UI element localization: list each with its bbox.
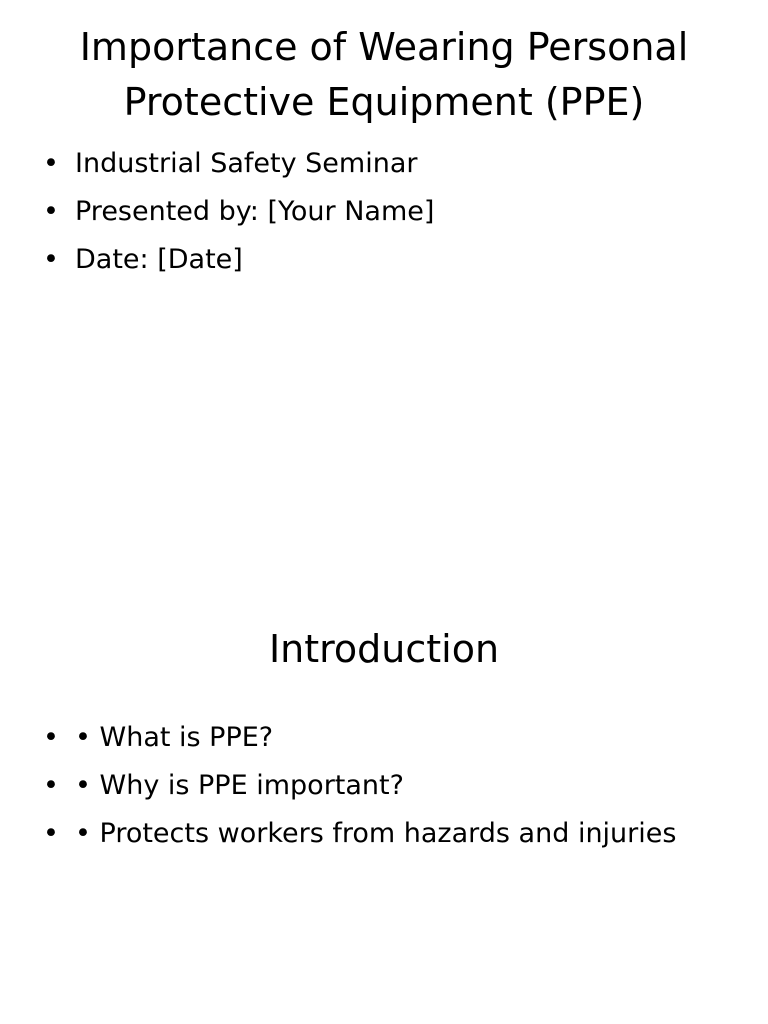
bullet-text: Presented by: [Your Name]	[75, 196, 435, 227]
bullet-text: • What is PPE?	[75, 722, 274, 753]
slide-introduction	[0, 576, 768, 1024]
bullet-item	[43, 236, 743, 284]
bullet-text: • Protects workers from hazards and injuries	[75, 818, 677, 849]
bullet-text: Date: [Date]	[75, 244, 243, 275]
bullet-list	[43, 140, 743, 284]
bullet-item	[43, 140, 743, 188]
slide-title: Introduction	[268, 627, 500, 671]
bullet-item	[43, 188, 743, 236]
title-line-1: Importance of Wearing Personal	[79, 25, 689, 69]
bullet-text: Industrial Safety Seminar	[75, 148, 418, 179]
title-line-2: Protective Equipment (PPE)	[123, 80, 645, 124]
slide-title	[40, 20, 728, 130]
bullet-list	[43, 714, 743, 858]
bullet-icon: •	[43, 722, 59, 753]
bullet-icon: •	[43, 196, 59, 227]
bullet-item	[43, 714, 743, 762]
bullet-item	[43, 762, 743, 810]
bullet-icon: •	[43, 770, 59, 801]
bullet-icon: •	[43, 244, 59, 275]
bullet-text: • Why is PPE important?	[75, 770, 404, 801]
bullet-icon: •	[43, 818, 59, 849]
bullet-icon: •	[43, 148, 59, 179]
bullet-item	[43, 810, 743, 858]
